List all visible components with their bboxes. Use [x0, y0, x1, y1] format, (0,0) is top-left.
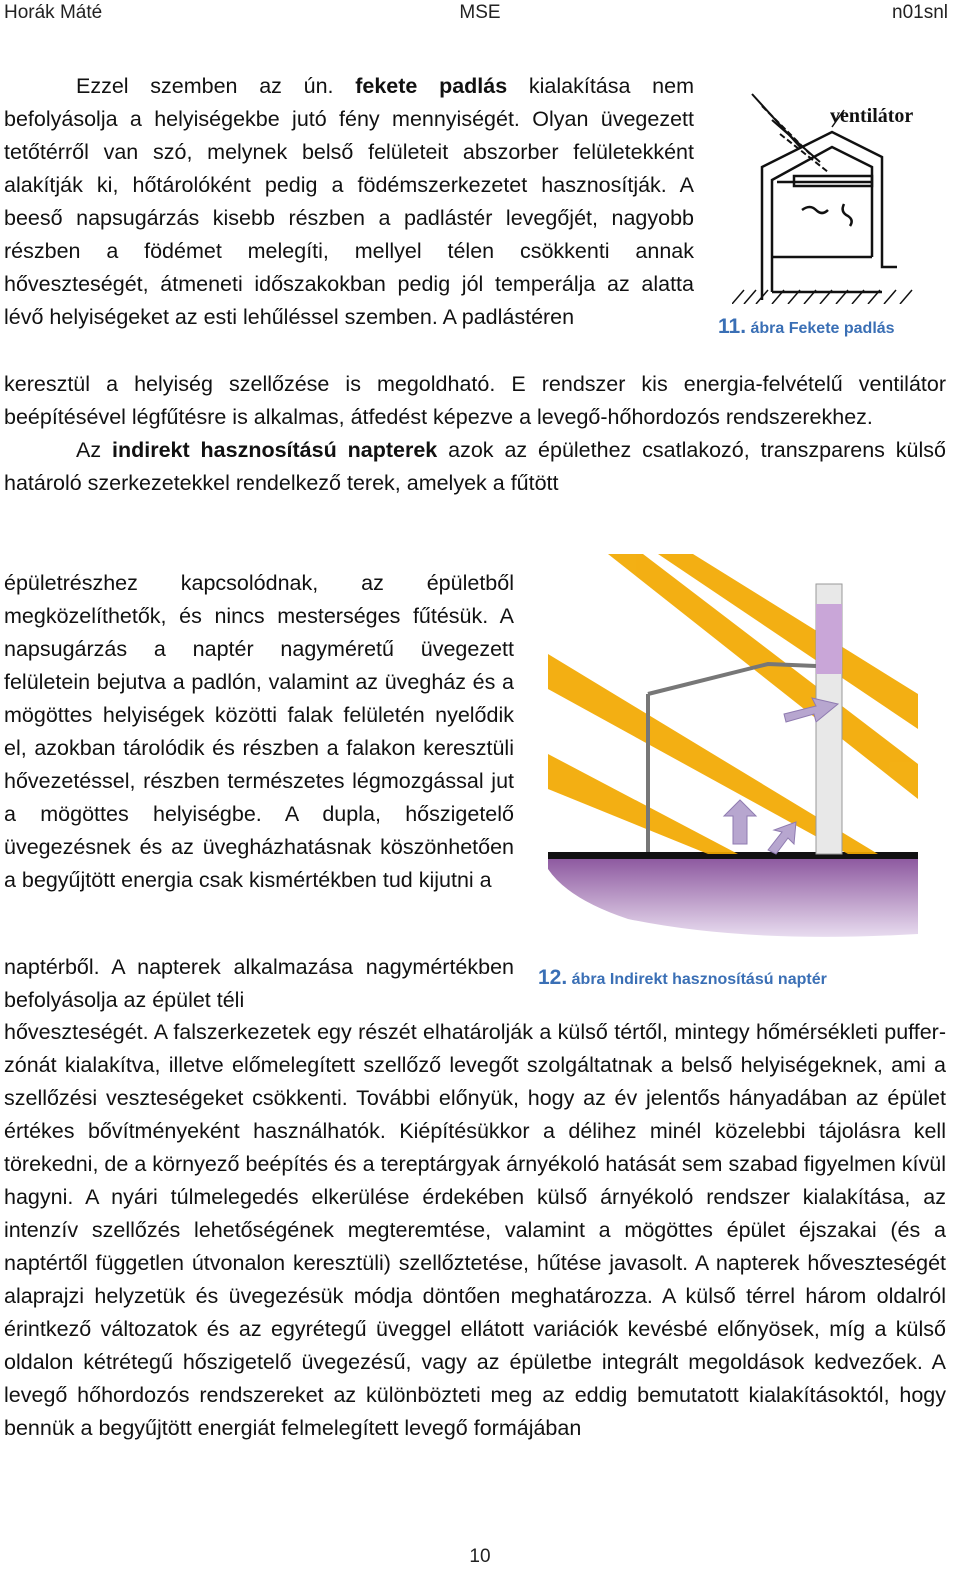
ventilator-label: ventilátor [830, 105, 914, 127]
figure-11-number: 11. [718, 315, 747, 338]
figure-12-caption [538, 966, 827, 990]
paragraph-indirekt-wide [4, 1016, 946, 1445]
figure-12-number: 12. [538, 966, 568, 989]
p2-intro-end: azok az épülethez csatlakozó, transzparens külső határoló szerkezetekkel rendelkező terek, amelyek a fűtött [4, 438, 946, 495]
p1-continuation: keresztül a helyiség szellőzése is megoldható. E rendszer kis energia-felvételű ventilátor beépítésével légfűtésre is alkalmas, átfedést képezve a levegő-hőhordozós rendszerekhez. [4, 372, 946, 429]
p2-narrow2: naptérből. A napterek alkalmazása nagymértékben befolyásolja az épület téli [4, 955, 514, 1012]
header-code: n01snl [892, 2, 948, 23]
paragraph-indirekt-narrow2 [4, 951, 514, 1017]
attic-outline [762, 132, 897, 300]
figure-11-caption [718, 315, 895, 339]
p2-bold-term: indirekt hasznosítású napterek [111, 438, 438, 462]
paragraph-continuation [4, 368, 946, 500]
figure-11-text: ábra Fekete padlás [746, 320, 895, 337]
attic-diagram [732, 92, 922, 304]
figure-12-text: ábra Indirekt hasznosítású naptér [567, 971, 827, 988]
wall-heated-zone [816, 604, 842, 674]
p1-intro-end: kialakítása nem [507, 74, 694, 98]
p1-intro: Ezzel szemben az ún. [76, 74, 356, 98]
sunspace-diagram [548, 554, 918, 944]
header-author: Horák Máté [4, 2, 103, 23]
paragraph-indirekt-narrow [4, 567, 514, 897]
p2-narrow: épületrészhez kapcsolódnak, az épületből megközelíthetők, és nincs mesterséges fűtésük. A napsugárzás a naptér nagyméretű üvegezett felületein bejutva a padlón, valamint az üvegház és a mögöttes helyiségek közötti falak felületén nyelődik el, azokban tárolódik és részben a falakon keresztüli hővezetéssel, részben természetes légmozgással jut a mögöttes helyiségbe. A dupla, hőszigetelő üvegezésnek és az üvegházhatásnak köszönhetően a begyűjtött energia csak kismértékben tud kijutni a [4, 571, 514, 892]
header-subject: MSE [459, 2, 501, 23]
p1-bold-term: fekete padlás [355, 74, 508, 98]
p1-body: befolyásolja a helyiségekbe jutó fény mennyiségét. Olyan üvegezett tetőtérről van szó, melynek belső felületeit abszorber felületekként alakítják ki, hőtárolóként pedig a födémszerkezetet hasznosítják. A beeső napsugárzás kisebb részben a padlástér levegőjét, nagyobb részben a födémet melegíti, mellyel télen csökkenti annak hőveszteségét, átmeneti időszakokban pedig jól temperálja az alatta lévő helyiségeket az esti lehűléssel szemben. A padlástéren [4, 107, 694, 329]
p2-wide: hőveszteségét. A falszerkezetek egy részét elhatárolják a külső tértől, mintegy hőmérsékleti puffer-zónát kialakítva, illetve előmelegített szellőző levegőt szolgáltatnak a belső helyiségeknek, ami a szellőzési veszteségeket csökkenti. További előnyük, hogy az év jelentős hányadában az épület értékes bővítményeként használhatók. Kiépítésükkor a délihez minél közelebbi tájolásra kell törekedni, de a környező beépítés és a tereptárgyak árnyékoló hatását sem szabad figyelmen kívül hagyni. A nyári túlmelegedés elkerülése érdekében külső árnyékoló rendszer kialakítása, az intenzív szellőzés lehetőségének megteremtése, valamint a mögöttes épület éjszakai (és a naptértől független útvonalon keresztüli) szellőztetése, hűtése javasolt. A napterek hőveszteségét alaprajzi helyzetük és üvegezésük módja döntően meghatározza. A külső térrel három oldalról érintkező változatok és az egyrétegű üveggel ellátott variációk kevésbé előnyösek, míg a külső oldalon kétrétegű hőszigetelő üvegezésű, vagy az épületbe integrált megoldások kedvezőek. A levegő hőhordozós rendszereket az különbözteti meg az eddig bemutatott kialakításoktól, hogy bennük a begyűjtött energiát felmelegített levegő formájában [4, 1020, 946, 1440]
paragraph-fekete-padlas [4, 70, 694, 334]
p2-intro: Az [76, 438, 112, 462]
ground-layer [548, 859, 918, 937]
page-number: 10 [469, 1546, 491, 1567]
